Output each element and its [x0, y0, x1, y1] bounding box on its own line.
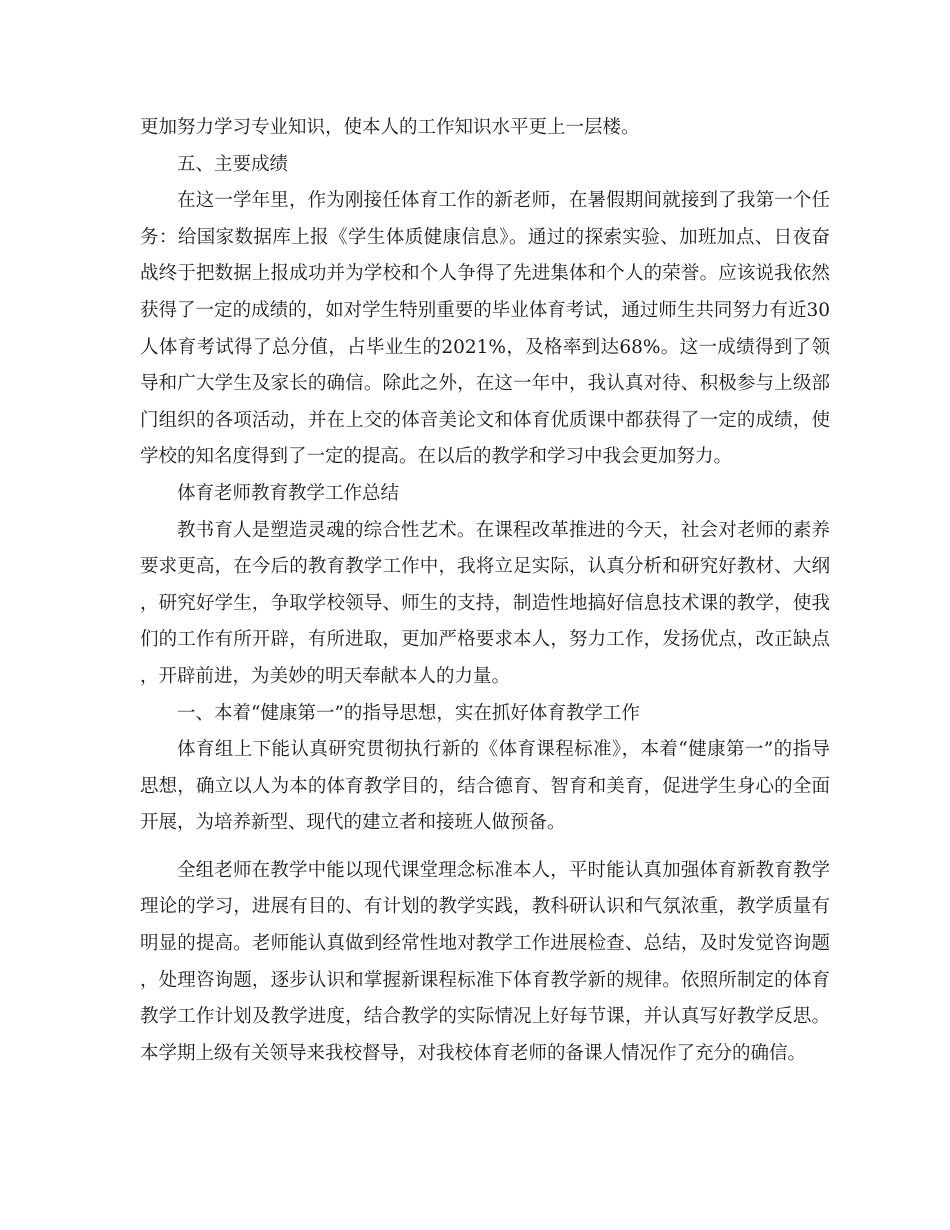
- section-heading-health-first: 一、本着“健康第一”的指导思想，实在抓好体育教学工作: [177, 702, 640, 724]
- paragraph-continuation: 更加努力学习专业知识，使本人的工作知识水平更上一层楼。: [140, 117, 640, 138]
- paragraph-curriculum-standard: 体育组上下能认真研究贯彻执行新的《体育课程标准》，本着“健康第一”的指导思想，确立以人为本的体育教学目的，结合德育、智育和美育，促进学生身心的全面开展，为培养新型、现代的建立者和接班人做预备。: [140, 739, 830, 834]
- section-heading-main-achievements: 五、主要成绩: [177, 153, 289, 175]
- paragraph-teaching-practice: 全组老师在教学中能以现代课堂理念标准本人，平时能认真加强体育新教育教学理论的学习，进展有目的、有计划的教学实践，教科研认识和气氛浓重，教学质量有明显的提高。老师能认真做到经常性地对教学工作进展检查、总结，及时发觉咨询题，处理咨询题，逐步认识和掌握新课程标准下体育教学新的规律。依照所制定的体育教学工作计划及教学进度，结合教学的实际情况上好每节课，并认真写好教学反思。本学期上级有关领导来我校督导，对我校体育老师的备课人情况作了充分的确信。: [140, 859, 830, 1064]
- paragraph-achievements: 在这一学年里，作为刚接任体育工作的新老师，在暑假期间就接到了我第一个任务：给国家数据库上报《学生体质健康信息》。通过的探索实验、加班加点、日夜奋战终于把数据上报成功并为学校和个人争得了先进集体和个人的荣誉。应该说我依然获得了一定的成绩的，如对学生特别重要的毕业体育考试，通过师生共同努力有近30人体育考试得了总分值，占毕业生的2021%，及格率到达68%。这一成绩得到了领导和广大学生及家长的确信。除此之外，在这一年中，我认真对待、积极参与上级部门组织的各项活动，并在上交的体音美论文和体育优质课中都获得了一定的成绩，使学校的知名度得到了一定的提高。在以后的教学和学习中我会更加努力。: [140, 190, 830, 468]
- paragraph-intro: 教书育人是塑造灵魂的综合性艺术。在课程改革推进的今天，社会对老师的素养要求更高，在今后的教育教学工作中，我将立足实际，认真分析和研究好教材、大纲，研究好学生，争取学校领导、师生的支持，制造性地搞好信息技术课的教学，使我们的工作有所开辟，有所进取，更加严格要求本人，努力工作，发扬优点，改正缺点，开辟前进，为美妙的明天奉献本人的力量。: [140, 519, 830, 687]
- document-page: [140, 110, 830, 1072]
- section-title-summary: 体育老师教育教学工作总结: [177, 482, 400, 504]
